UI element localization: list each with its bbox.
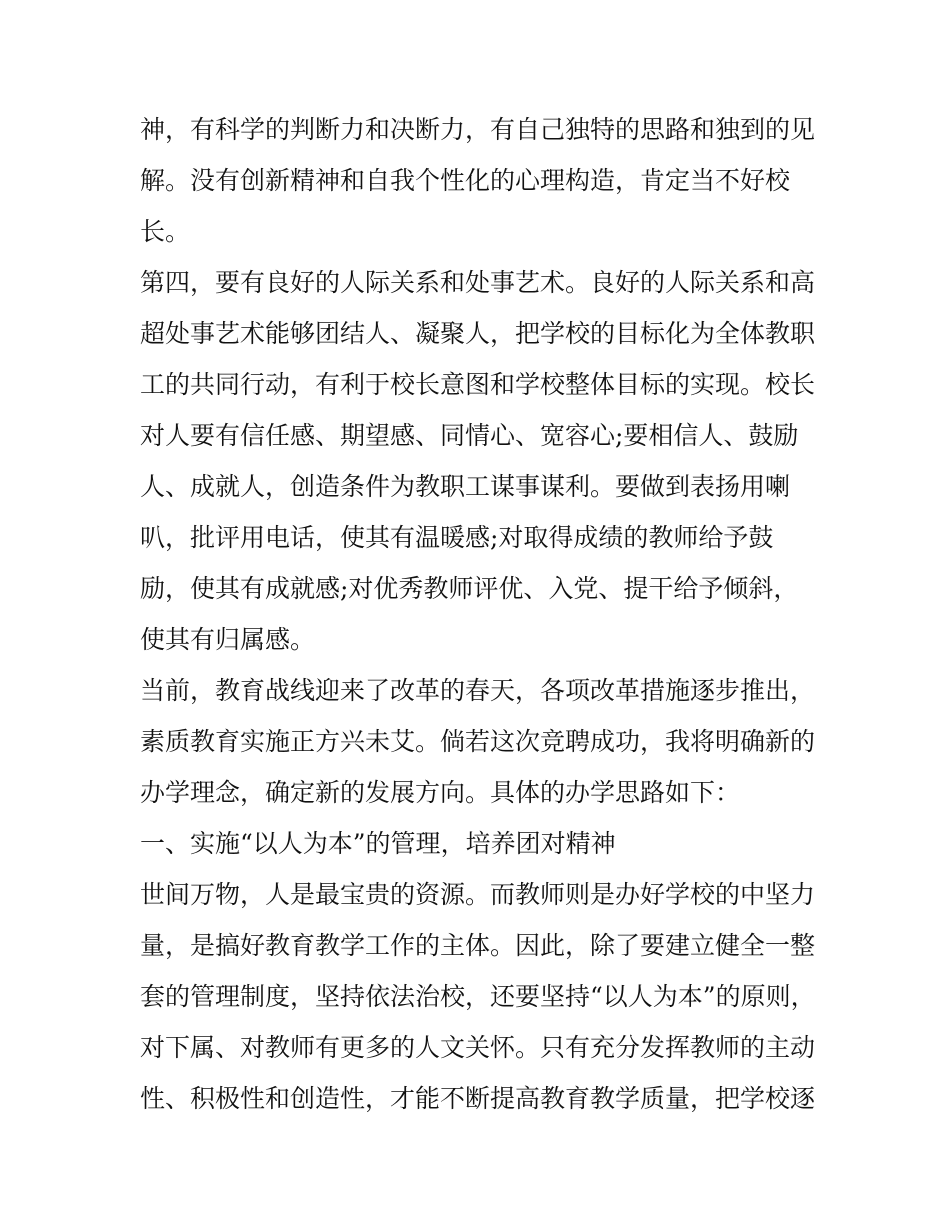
text-line: 人、成就人，创造条件为教职工谋事谋利。要做到表扬用喇 [140,472,791,501]
text-line: 神，有科学的判断力和决断力，有自己独特的思路和独到的见 [140,115,816,144]
text-line: 办学理念，确定新的发展方向。具体的办学思路如下： [140,778,741,807]
text-line: 套的管理制度，坚持依法治校，还要坚持“以人为本”的原则， [140,982,816,1011]
text-line: 对下属、对教师有更多的人文关怀。只有充分发挥教师的主动 [140,1033,816,1062]
text-line: 第四，要有良好的人际关系和处事艺术。良好的人际关系和高 [140,268,816,297]
text-line: 当前，教育战线迎来了改革的春天，各项改革措施逐步推出， [140,676,816,705]
text-line: 世间万物，人是最宝贵的资源。而教师则是办好学校的中坚力 [140,880,816,909]
text-line: 量，是搞好教育教学工作的主体。因此，除了要建立健全一整 [140,931,816,960]
text-line: 性、积极性和创造性，才能不断提高教育教学质量，把学校逐 [140,1084,816,1113]
text-line: 长。 [140,217,191,246]
text-line: 超处事艺术能够团结人、凝聚人，把学校的目标化为全体教职 [140,319,816,348]
text-line: 励，使其有成就感;对优秀教师评优、入党、提干给予倾斜， [140,574,799,603]
text-line: 对人要有信任感、期望感、同情心、宽容心;要相信人、鼓励 [140,421,799,450]
text-line: 解。没有创新精神和自我个性化的心理构造，肯定当不好校 [140,166,791,195]
text-line: 素质教育实施正方兴未艾。倘若这次竞聘成功，我将明确新的 [140,727,816,756]
text-line: 叭，批评用电话，使其有温暖感;对取得成绩的教师给予鼓 [140,523,774,552]
section-heading: 一、实施“以人为本”的管理，培养团对精神 [140,829,616,858]
text-line: 使其有归属感。 [140,625,316,654]
text-line: 工的共同行动，有利于校长意图和学校整体目标的实现。校长 [140,370,816,399]
